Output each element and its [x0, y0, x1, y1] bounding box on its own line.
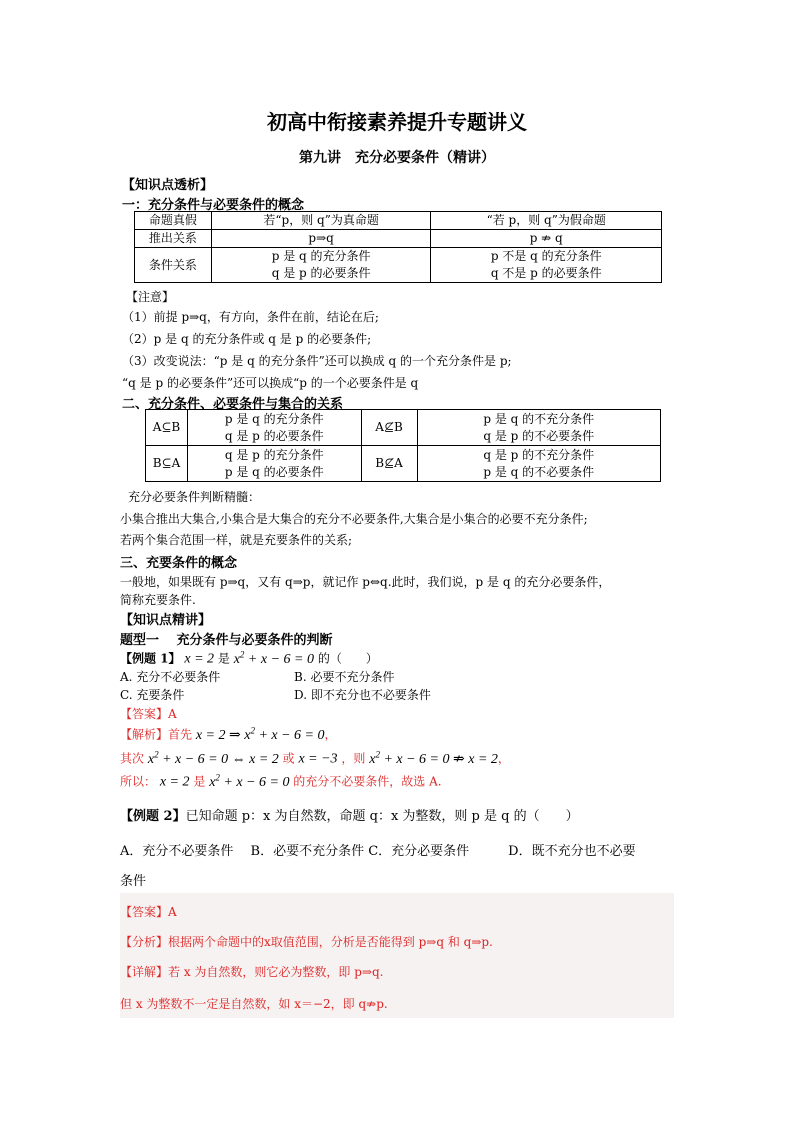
math-expression: $x^2 + x - 6 = 0$ [209, 772, 290, 790]
example2-options-cont: 条件 [120, 874, 147, 889]
table-cell: B⊆A [146, 446, 188, 482]
example2-options: A．充分不必要条件 B．必要不充分条件 C．充分必要条件 D．既不充分也不必要 [120, 844, 636, 859]
section3-paragraph: 简称充要条件. [120, 593, 196, 607]
note-1: （1）前提 p⇒q，有方向，条件在前，结论在后; [122, 310, 379, 324]
table-row [146, 410, 661, 446]
analysis-text: 所以： [120, 774, 157, 789]
table-cell: “若 p，则 q”为假命题 [431, 212, 662, 230]
set-relation-table [145, 409, 661, 482]
analysis-label: 【解析】首先 [120, 727, 193, 742]
analysis-line: 【分析】根据两个命题中的x取值范围，分析是否能得到 p⇒q 和 q⇒p. [120, 935, 493, 949]
cell-line: q 是 p 的必要条件 [224, 428, 324, 443]
notes-header: 【注意】 [126, 290, 175, 304]
analysis-text: 的充分不必要条件，故选 A. [293, 774, 442, 789]
tip-1: 充分必要条件判断精髓： [128, 490, 261, 504]
example-label: 【例题 2】 [120, 809, 186, 824]
table-cell [417, 410, 660, 446]
table-cell: A⊈B [361, 410, 417, 446]
question-text: 的（ ） [317, 651, 378, 666]
cell-line: p 是 q 的充分条件 [271, 249, 371, 263]
answer-label: 【答案】A [120, 905, 177, 919]
math-expression: x = 2 [159, 774, 190, 790]
cell-line: q 是 p 的必要条件 [271, 266, 371, 280]
question-text: 已知命题 p：x 为自然数，命题 q：x 为整数，则 p 是 q 的（ ） [185, 809, 579, 824]
analysis-line: 其次 $x^2 + x - 6 = 0$ ⇔ x = 2 或 x = −3 ，则 $x^2 + x - 6 = 0$ ⇏ x = 2， [120, 749, 510, 767]
option-a: A. 充分不必要条件 [120, 670, 221, 684]
table-cell [187, 410, 361, 446]
cell-line: p 是 q 的充分条件 [224, 411, 324, 426]
table-cell: p ⇏ q [431, 230, 662, 248]
option-b: B. 必要不充分条件 [294, 670, 395, 684]
cell-line: q 是 p 的不必要条件 [483, 428, 595, 443]
section2-title: 二、充分条件、必要条件与集合的关系 [122, 397, 344, 412]
table-cell: 条件关系 [135, 248, 212, 283]
table-cell [211, 248, 431, 283]
detail-line: 但 x 为整数不一定是自然数，如 x＝−2，即 q⇏p. [120, 997, 388, 1011]
cell-line: p 不是 q 的充分条件 [490, 249, 602, 263]
cell-line: p 是 q 的不必要条件 [483, 464, 595, 479]
analysis-line: 【解析】首先 x = 2 ⇒ $x^2 + x - 6 = 0$， [120, 725, 337, 743]
section1-title: 一：充分条件与必要条件的概念 [122, 198, 305, 213]
analysis-line [120, 772, 442, 791]
math-expression: x = 2 ⇒ $x^2 + x - 6 = 0$ [195, 725, 325, 743]
note-3: （3）改变说法：“p 是 q 的充分条件”还可以换成 q 的一个充分条件是 p; [122, 354, 512, 368]
cell-line: p 是 q 的不充分条件 [483, 411, 595, 426]
question-type-title: 题型一 充分条件与必要条件的判断 [120, 633, 333, 648]
example1-question [120, 649, 378, 668]
analysis-text: ，则 [341, 751, 366, 766]
option-c: C. 充要条件 [120, 688, 185, 702]
table-cell: 若“p，则 q”为真命题 [211, 212, 431, 230]
note-2: （2）p 是 q 的充分条件或 q 是 p 的必要条件; [122, 332, 372, 346]
table-row [135, 248, 662, 283]
table-row [135, 212, 662, 230]
table-cell: 命题真假 [135, 212, 212, 230]
tip-3: 若两个集合范围一样，就是充要条件的关系; [120, 533, 353, 547]
cell-line: q 不是 p 的必要条件 [490, 266, 602, 280]
table-cell [187, 446, 361, 482]
question-text: 是 [217, 651, 230, 666]
math-expression: $x^2 + x - 6 = 0$ ⇏ x = 2 [369, 749, 498, 767]
math-expression: $x^2 + x - 6 = 0$ [233, 649, 314, 667]
table-row [146, 446, 661, 482]
math-expression: $x^2 + x - 6 = 0$ ⇔ x = 2 [147, 749, 279, 767]
cell-line: p 是 q 的必要条件 [224, 464, 324, 479]
answer-label: 【答案】A [120, 707, 177, 721]
detail-line: 【详解】若 x 为自然数，则它必为整数，即 p⇒q. [120, 965, 384, 979]
table-cell [417, 446, 660, 482]
cell-line: q 是 p 的充分条件 [224, 447, 324, 462]
section3-title: 三、充要条件的概念 [120, 556, 238, 571]
knowledge-header: 【知识点透析】 [122, 178, 214, 193]
analysis-text: 其次 [120, 751, 145, 766]
table-row [135, 230, 662, 248]
practice-header: 【知识点精讲】 [120, 613, 212, 628]
condition-table [134, 211, 662, 283]
example-label: 【例题 1】 [120, 651, 181, 666]
table-cell: p⇒q [211, 230, 431, 248]
cell-line: q 是 p 的不充分条件 [483, 447, 595, 462]
math-expression: x = 2 [184, 651, 215, 667]
analysis-text: 是 [193, 774, 206, 789]
tip-2: 小集合推出大集合,小集合是大集合的充分不必要条件,大集合是小集合的必要不充分条件; [120, 512, 588, 526]
example2-question [120, 805, 579, 824]
analysis-text: 或 [282, 751, 295, 766]
document-title: 初高中衔接素养提升专题讲义 [267, 110, 527, 134]
table-cell: B⊈A [361, 446, 417, 482]
table-cell: 推出关系 [135, 230, 212, 248]
note-4: “q 是 p 的必要条件”还可以换成“p 的一个必要条件是 q [122, 376, 419, 390]
math-expression: x = −3 [298, 751, 338, 767]
option-d: D. 即不充分也不必要条件 [294, 688, 431, 702]
table-cell [431, 248, 662, 283]
lecture-subtitle: 第九讲 充分必要条件（精讲） [299, 150, 495, 166]
section3-paragraph: 一般地，如果既有 p⇒q，又有 q⇒p，就记作 p⇔q.此时，我们说，p 是 q 的充分必要条件， [120, 575, 611, 589]
table-cell: A⊆B [146, 410, 188, 446]
